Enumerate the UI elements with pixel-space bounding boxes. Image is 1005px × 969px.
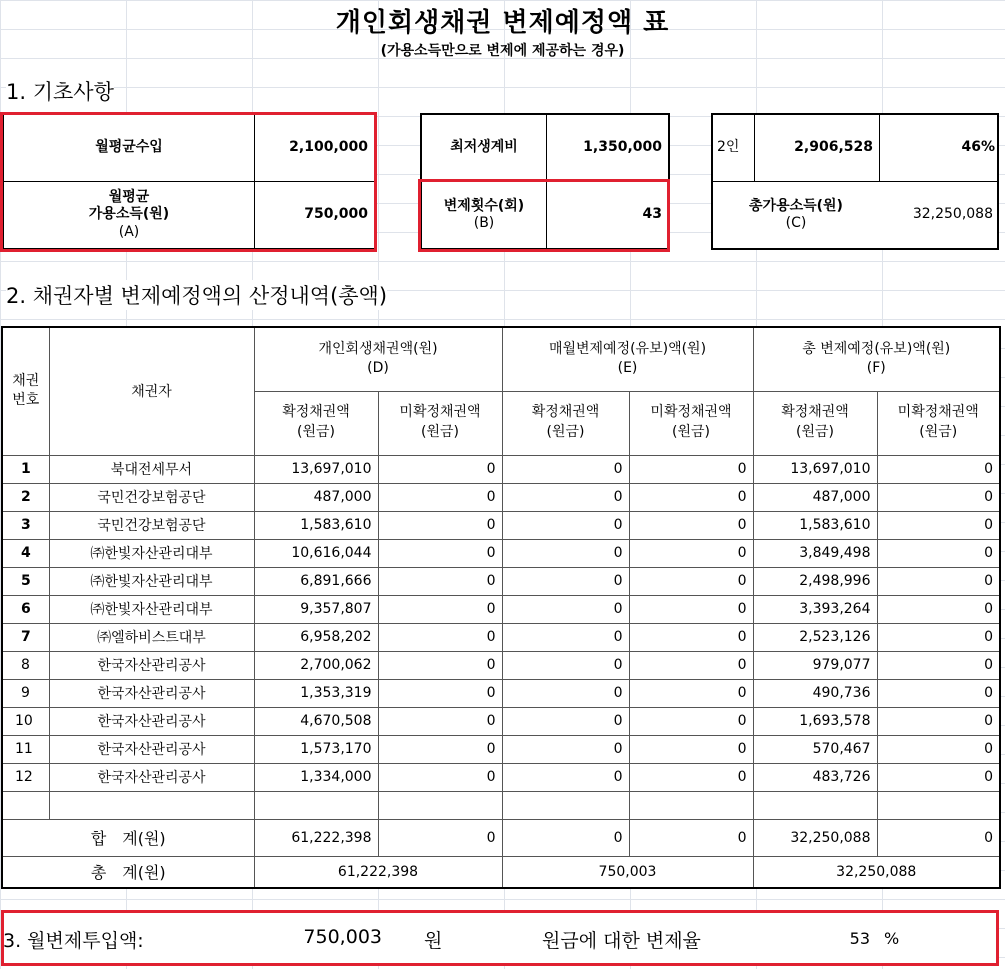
e-unconfirmed: 0: [629, 763, 753, 791]
household-label: 2인: [717, 139, 740, 155]
creditor-name: 한국자산관리공사: [49, 707, 254, 735]
table-row: [2, 679, 1000, 707]
total-f: 32,250,088: [753, 856, 1000, 888]
repayment-rate-unit: %: [884, 929, 900, 948]
subtotal-e-confirmed: 0: [502, 819, 629, 856]
repay-count-value: 43: [642, 206, 662, 223]
d-unconfirmed: 0: [378, 763, 502, 791]
e-unconfirmed: 0: [629, 679, 753, 707]
section3-heading: 3. 월변제투입액:: [3, 930, 144, 952]
creditor-name: ㈜한빛자산관리대부: [49, 595, 254, 623]
available-income-value: 750,000: [304, 206, 368, 223]
e-confirmed: 0: [502, 679, 629, 707]
e-unconfirmed: 0: [629, 567, 753, 595]
repay-count-label: 변제횟수(회) (B): [443, 197, 525, 231]
e-confirmed: 0: [502, 651, 629, 679]
d-confirmed: 1,573,170: [254, 735, 378, 763]
creditor-name: 국민건강보험공단: [49, 483, 254, 511]
e-unconfirmed: 0: [629, 455, 753, 483]
sub-header-f-confirmed: 확정채권액 (원금): [753, 391, 877, 455]
e-confirmed: 0: [502, 707, 629, 735]
available-income-label: 월평균 가용소득(원) (A): [88, 188, 170, 240]
page-subtitle: (가용소득만으로 변제에 제공하는 경우): [380, 43, 625, 59]
repayment-rate-value: 53: [849, 929, 870, 948]
group-f-header: 총 변제예정(유보)액(원) (F): [753, 327, 1000, 391]
e-confirmed: 0: [502, 455, 629, 483]
f-confirmed: 3,849,498: [753, 539, 877, 567]
monthly-income-label: 월평균수입: [95, 139, 163, 156]
d-unconfirmed: 0: [378, 539, 502, 567]
monthly-payment-unit: 원: [424, 930, 443, 952]
subtotal-f-unconfirmed: 0: [877, 819, 1000, 856]
e-confirmed: 0: [502, 483, 629, 511]
e-unconfirmed: 0: [629, 707, 753, 735]
section3-row: [2, 912, 998, 964]
f-unconfirmed: 0: [877, 483, 1000, 511]
e-unconfirmed: 0: [629, 651, 753, 679]
e-confirmed: 0: [502, 539, 629, 567]
sub-header-e-unconfirmed: 미확정채권액 (원금): [629, 391, 753, 455]
col-creditor-header: 채권자: [49, 327, 254, 455]
table-row: [2, 483, 1000, 511]
f-unconfirmed: 0: [877, 539, 1000, 567]
creditor-no: 10: [2, 707, 49, 735]
sub-header-d-unconfirmed: 미확정채권액 (원금): [378, 391, 502, 455]
creditor-no: 5: [2, 567, 49, 595]
table-row: [2, 707, 1000, 735]
e-confirmed: 0: [502, 623, 629, 651]
group-e-header: 매월변제예정(유보)액(원) (E): [502, 327, 753, 391]
creditor-no: 12: [2, 763, 49, 791]
d-unconfirmed: 0: [378, 651, 502, 679]
creditor-no: 9: [2, 679, 49, 707]
living-cost-box: [420, 113, 670, 250]
e-confirmed: 0: [502, 735, 629, 763]
d-confirmed: 10,616,044: [254, 539, 378, 567]
table-row: [2, 455, 1000, 483]
table-row: [2, 623, 1000, 651]
total-d: 61,222,398: [254, 856, 502, 888]
d-confirmed: 487,000: [254, 483, 378, 511]
d-unconfirmed: 0: [378, 455, 502, 483]
e-unconfirmed: 0: [629, 539, 753, 567]
subtotal-label: 합 계(원): [2, 819, 254, 856]
d-unconfirmed: 0: [378, 679, 502, 707]
creditor-no: 8: [2, 651, 49, 679]
creditor-no: 3: [2, 511, 49, 539]
f-unconfirmed: 0: [877, 455, 1000, 483]
total-available-box: [711, 113, 999, 250]
e-confirmed: 0: [502, 567, 629, 595]
creditor-name: 한국자산관리공사: [49, 651, 254, 679]
d-confirmed: 6,891,666: [254, 567, 378, 595]
monthly-income-value: 2,100,000: [289, 139, 368, 156]
section1-heading: 1. 기초사항: [6, 76, 114, 106]
f-confirmed: 2,498,996: [753, 567, 877, 595]
f-confirmed: 1,693,578: [753, 707, 877, 735]
f-unconfirmed: 0: [877, 735, 1000, 763]
total-available-label: 총가용소득(원) (C): [749, 197, 843, 231]
table-row: [2, 567, 1000, 595]
d-confirmed: 1,353,319: [254, 679, 378, 707]
min-living-label: 최저생계비: [450, 139, 518, 156]
min-living-value: 1,350,000: [583, 139, 662, 156]
creditor-name: 한국자산관리공사: [49, 679, 254, 707]
d-unconfirmed: 0: [378, 707, 502, 735]
creditor-no: 4: [2, 539, 49, 567]
e-confirmed: 0: [502, 511, 629, 539]
e-unconfirmed: 0: [629, 595, 753, 623]
table-row: [2, 763, 1000, 791]
table-row: [2, 539, 1000, 567]
total-e: 750,003: [502, 856, 753, 888]
e-unconfirmed: 0: [629, 511, 753, 539]
creditor-no: 7: [2, 623, 49, 651]
creditor-no: 6: [2, 595, 49, 623]
income-box: [2, 113, 376, 250]
creditor-name: 한국자산관리공사: [49, 735, 254, 763]
f-confirmed: 570,467: [753, 735, 877, 763]
e-unconfirmed: 0: [629, 623, 753, 651]
total-label: 총 계(원): [2, 856, 254, 888]
d-unconfirmed: 0: [378, 511, 502, 539]
sub-header-d-confirmed: 확정채권액 (원금): [254, 391, 378, 455]
f-unconfirmed: 0: [877, 763, 1000, 791]
d-confirmed: 2,700,062: [254, 651, 378, 679]
household-pct: 46%: [961, 139, 995, 156]
subtotal-f-confirmed: 32,250,088: [753, 819, 877, 856]
creditor-name: 북대전세무서: [49, 455, 254, 483]
f-unconfirmed: 0: [877, 595, 1000, 623]
d-confirmed: 6,958,202: [254, 623, 378, 651]
table-row: [2, 651, 1000, 679]
creditor-name: 국민건강보험공단: [49, 511, 254, 539]
creditor-no: 1: [2, 455, 49, 483]
f-unconfirmed: 0: [877, 511, 1000, 539]
f-confirmed: 487,000: [753, 483, 877, 511]
d-confirmed: 9,357,807: [254, 595, 378, 623]
f-unconfirmed: 0: [877, 623, 1000, 651]
subtotal-d-unconfirmed: 0: [378, 819, 502, 856]
creditor-table: [1, 326, 1001, 889]
subtotal-d-confirmed: 61,222,398: [254, 819, 378, 856]
creditor-name: ㈜한빛자산관리대부: [49, 567, 254, 595]
f-confirmed: 483,726: [753, 763, 877, 791]
creditor-name: ㈜엘하비스트대부: [49, 623, 254, 651]
total-available-value: 32,250,088: [912, 206, 993, 223]
sub-header-e-confirmed: 확정채권액 (원금): [502, 391, 629, 455]
d-confirmed: 1,583,610: [254, 511, 378, 539]
d-confirmed: 13,697,010: [254, 455, 378, 483]
section2-heading: 2. 채권자별 변제예정액의 산정내역(총액): [6, 280, 387, 310]
table-row: [2, 595, 1000, 623]
creditor-name: 한국자산관리공사: [49, 763, 254, 791]
blank-row-cell: [2, 791, 49, 819]
f-confirmed: 2,523,126: [753, 623, 877, 651]
table-row: [2, 511, 1000, 539]
sub-header-f-unconfirmed: 미확정채권액 (원금): [877, 391, 1000, 455]
f-confirmed: 3,393,264: [753, 595, 877, 623]
col-no-header: 채권 번호: [2, 327, 49, 455]
f-confirmed: 490,736: [753, 679, 877, 707]
household-value: 2,906,528: [794, 139, 873, 156]
f-unconfirmed: 0: [877, 567, 1000, 595]
f-confirmed: 979,077: [753, 651, 877, 679]
creditor-no: 2: [2, 483, 49, 511]
d-unconfirmed: 0: [378, 595, 502, 623]
d-unconfirmed: 0: [378, 567, 502, 595]
f-unconfirmed: 0: [877, 679, 1000, 707]
e-confirmed: 0: [502, 595, 629, 623]
creditor-no: 11: [2, 735, 49, 763]
d-confirmed: 1,334,000: [254, 763, 378, 791]
d-unconfirmed: 0: [378, 483, 502, 511]
e-unconfirmed: 0: [629, 735, 753, 763]
f-unconfirmed: 0: [877, 707, 1000, 735]
creditor-name: ㈜한빛자산관리대부: [49, 539, 254, 567]
table-row: [2, 735, 1000, 763]
monthly-payment-amount: 750,003: [303, 926, 382, 948]
group-d-header: 개인회생채권액(원) (D): [254, 327, 502, 391]
f-confirmed: 13,697,010: [753, 455, 877, 483]
f-confirmed: 1,583,610: [753, 511, 877, 539]
d-unconfirmed: 0: [378, 623, 502, 651]
page-title: 개인회생채권 변제예정액 표: [335, 8, 670, 38]
e-confirmed: 0: [502, 763, 629, 791]
e-unconfirmed: 0: [629, 483, 753, 511]
d-unconfirmed: 0: [378, 735, 502, 763]
repayment-rate-label: 원금에 대한 변제율: [542, 930, 701, 952]
d-confirmed: 4,670,508: [254, 707, 378, 735]
subtotal-e-unconfirmed: 0: [629, 819, 753, 856]
f-unconfirmed: 0: [877, 651, 1000, 679]
